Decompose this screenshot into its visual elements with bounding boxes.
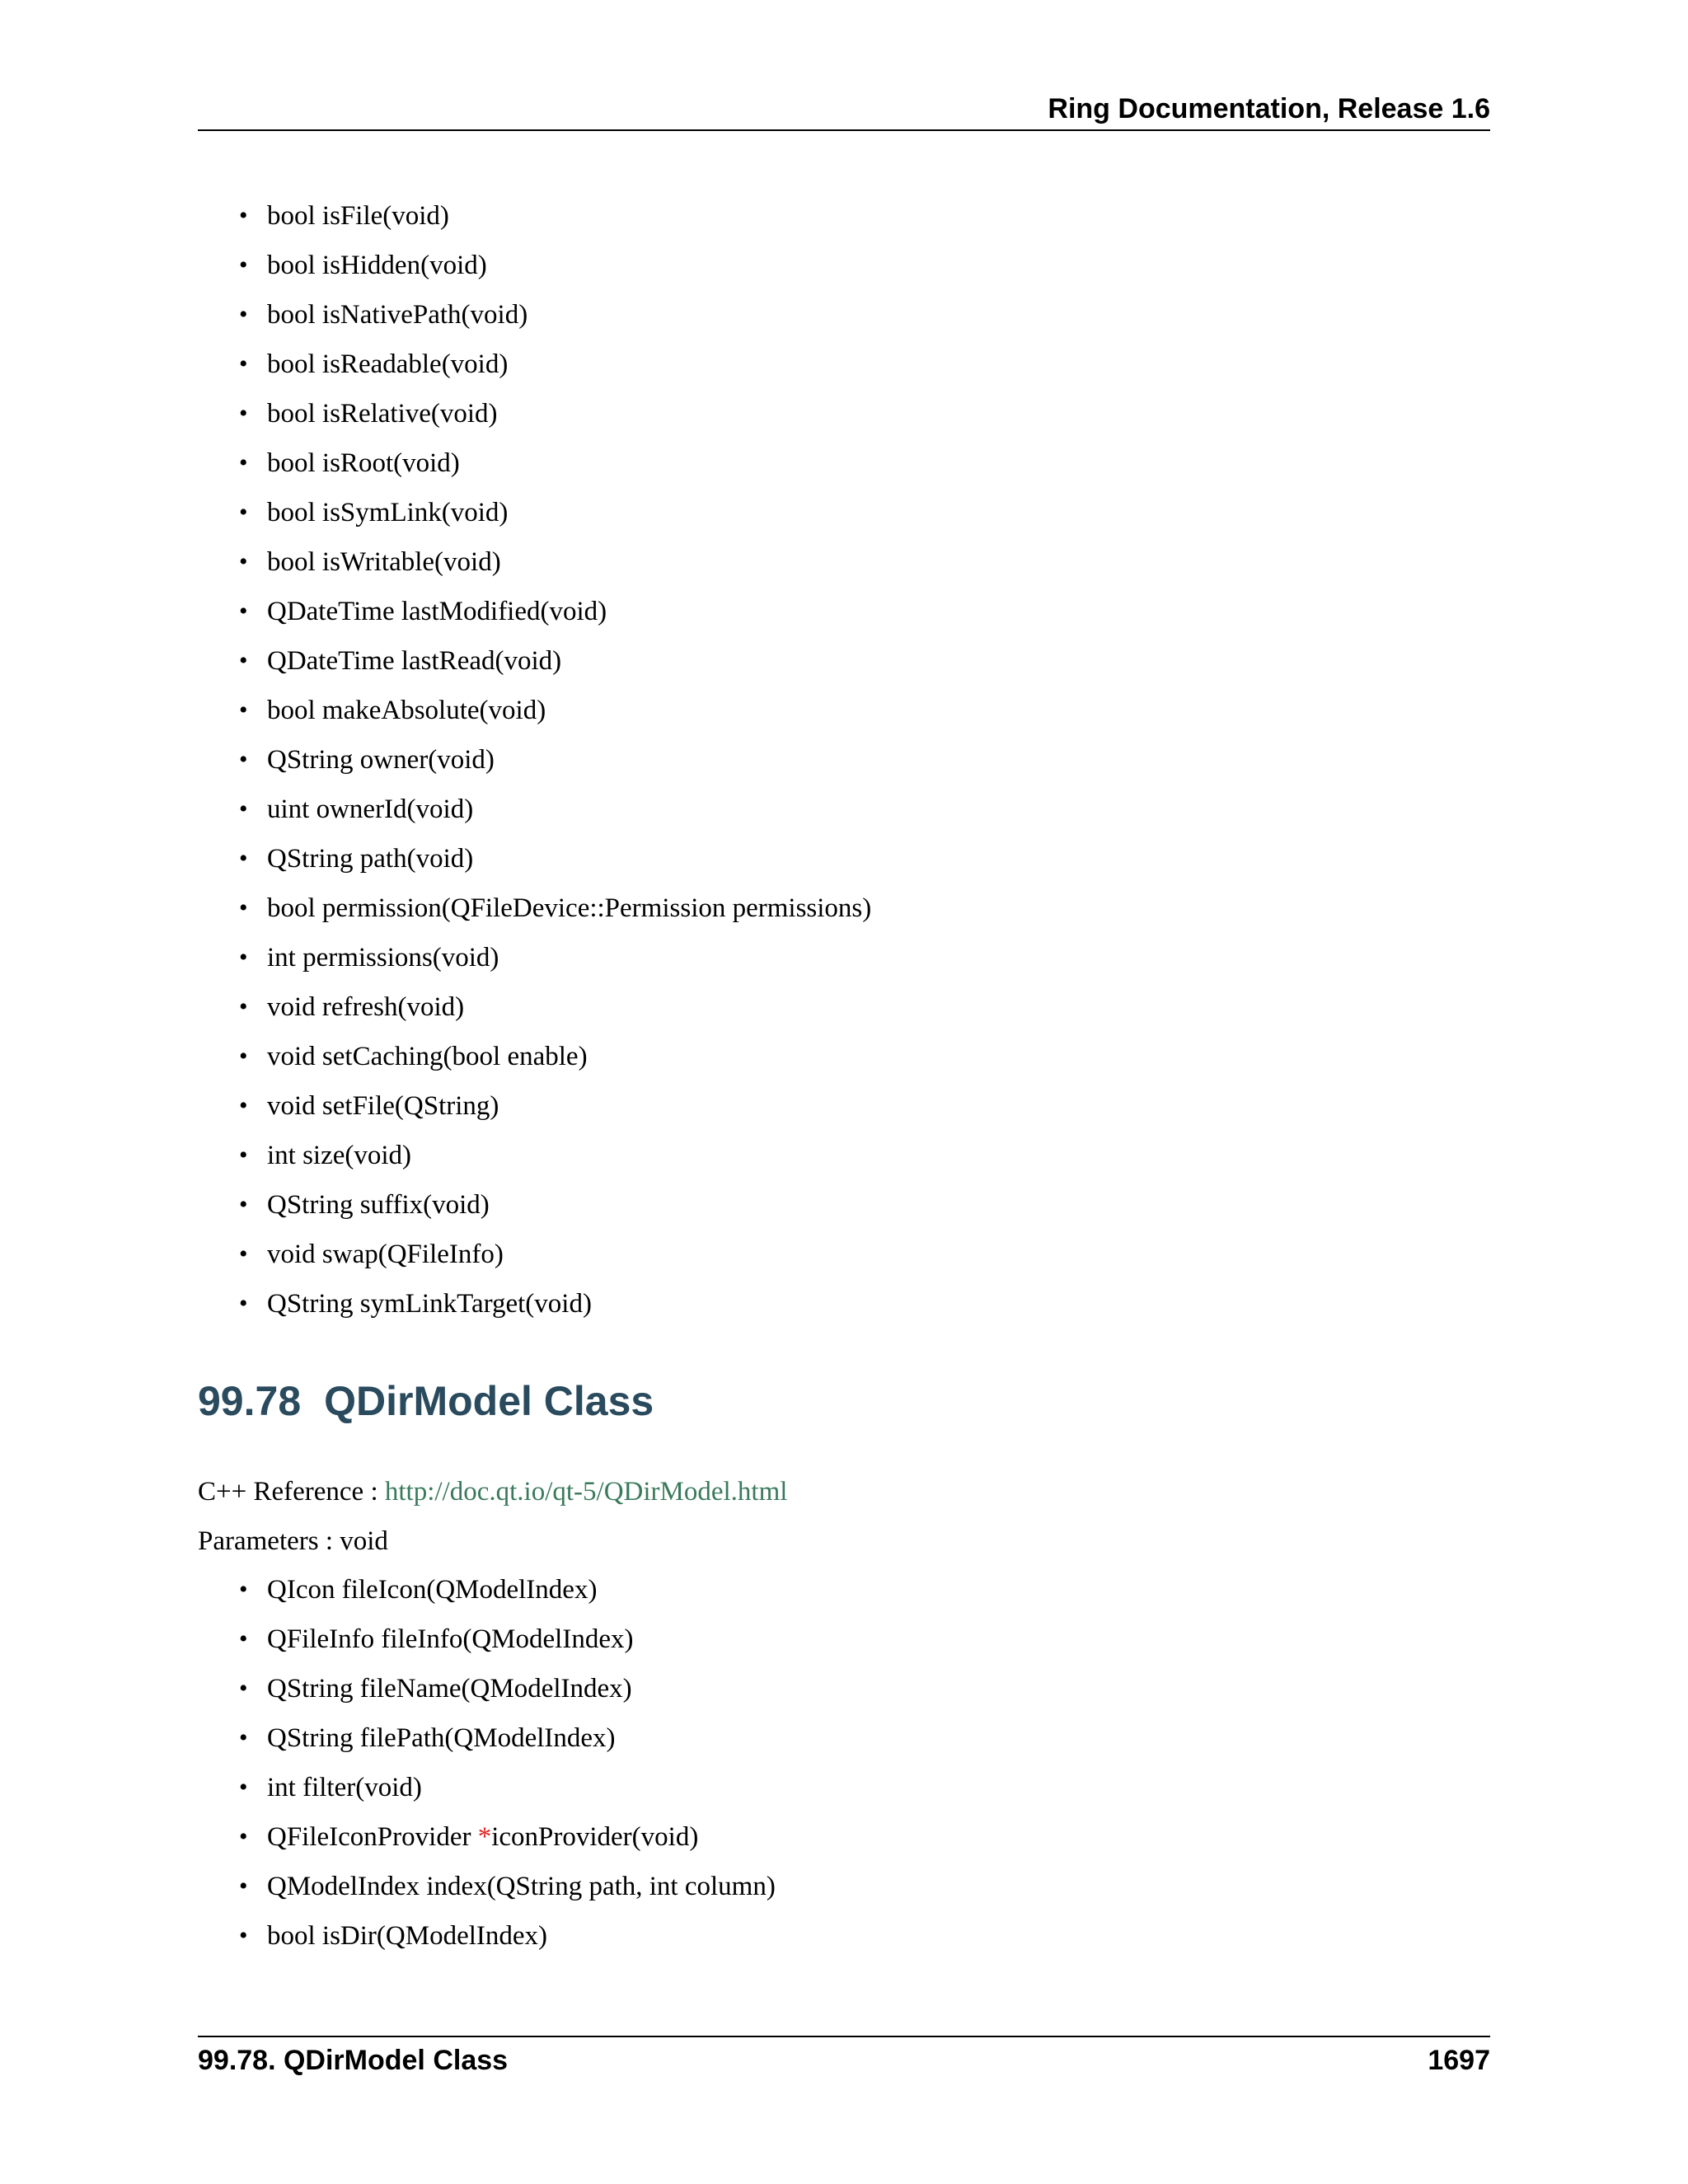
bullet-icon: •	[239, 1092, 248, 1119]
method-list-qfileinfo	[239, 191, 871, 1329]
bullet-icon: •	[239, 1724, 248, 1751]
list-item-text: void setCaching(bool enable)	[267, 1042, 588, 1071]
list-item-text: bool isFile(void)	[267, 201, 449, 231]
bullet-icon: •	[239, 400, 248, 427]
bullet-icon: •	[239, 647, 248, 674]
bullet-icon: •	[239, 894, 248, 921]
list-item-text-part: iconProvider(void)	[491, 1822, 699, 1852]
bullet-icon: •	[239, 202, 248, 229]
bullet-icon: •	[239, 1625, 248, 1652]
list-item	[239, 1230, 871, 1279]
list-item-text: bool makeAbsolute(void)	[267, 696, 546, 725]
bullet-icon: •	[239, 1922, 248, 1949]
section-heading	[198, 1376, 654, 1426]
list-item	[239, 537, 871, 587]
bullet-icon: •	[239, 993, 248, 1020]
list-item-text: bool isRoot(void)	[267, 448, 460, 478]
cpp-reference-line	[198, 1467, 787, 1516]
list-item-text: QString path(void)	[267, 844, 474, 874]
list-item	[239, 834, 871, 883]
list-item	[239, 1812, 776, 1862]
bullet-icon: •	[239, 499, 248, 526]
bullet-icon: •	[239, 944, 248, 971]
list-item	[239, 1180, 871, 1230]
list-item-text: QString filePath(QModelIndex)	[267, 1723, 616, 1753]
list-item	[239, 1713, 776, 1763]
bullet-icon: •	[239, 301, 248, 328]
list-item-text: QFileInfo fileInfo(QModelIndex)	[267, 1624, 634, 1654]
list-item	[239, 1763, 776, 1812]
bullet-icon: •	[239, 548, 248, 575]
page-number: 1697	[1428, 2045, 1490, 2076]
footer-divider	[198, 2036, 1490, 2037]
pointer-asterisk: *	[477, 1822, 492, 1852]
method-list-qdirmodel	[239, 1565, 776, 1961]
bullet-icon: •	[239, 598, 248, 625]
bullet-icon: •	[239, 1141, 248, 1169]
bullet-icon: •	[239, 1191, 248, 1218]
bullet-icon: •	[239, 1576, 248, 1603]
running-header-title: Ring Documentation, Release 1.6	[1048, 93, 1490, 124]
list-item	[239, 883, 871, 933]
list-item	[239, 389, 871, 438]
bullet-icon: •	[239, 746, 248, 773]
list-item	[239, 1664, 776, 1713]
reference-label: C++ Reference :	[198, 1477, 385, 1507]
bullet-icon: •	[239, 1240, 248, 1268]
list-item	[239, 488, 871, 537]
list-item	[239, 1279, 871, 1329]
list-item-text: bool isSymLink(void)	[267, 498, 509, 527]
bullet-icon: •	[239, 1675, 248, 1702]
list-item	[239, 191, 871, 241]
list-item-text: bool isDir(QModelIndex)	[267, 1921, 548, 1951]
list-item	[239, 1565, 776, 1615]
parameters-line: Parameters : void	[198, 1526, 388, 1556]
list-item	[239, 785, 871, 834]
list-item	[239, 438, 871, 488]
list-item	[239, 1032, 871, 1081]
list-item	[239, 587, 871, 636]
bullet-icon: •	[239, 1290, 248, 1317]
list-item-text: QString symLinkTarget(void)	[267, 1289, 592, 1319]
list-item-text: void refresh(void)	[267, 992, 465, 1022]
list-item-text: QModelIndex index(QString path, int column)	[267, 1872, 776, 1901]
list-item	[239, 241, 871, 290]
bullet-icon: •	[239, 1043, 248, 1070]
section-title: QDirModel Class	[324, 1378, 654, 1424]
list-item	[239, 933, 871, 982]
list-item	[239, 636, 871, 686]
list-item-text: bool isNativePath(void)	[267, 300, 528, 330]
bullet-icon: •	[239, 350, 248, 377]
list-item-text: void swap(QFileInfo)	[267, 1240, 504, 1269]
bullet-icon: •	[239, 251, 248, 279]
reference-link[interactable]: http://doc.qt.io/qt-5/QDirModel.html	[384, 1477, 788, 1507]
list-item	[239, 982, 871, 1032]
bullet-icon: •	[239, 1774, 248, 1801]
list-item-text: void setFile(QString)	[267, 1091, 499, 1121]
header-divider	[198, 129, 1490, 131]
list-item	[239, 1862, 776, 1911]
footer-section-title: 99.78. QDirModel Class	[198, 2045, 509, 2076]
bullet-icon: •	[239, 845, 248, 872]
list-item	[239, 735, 871, 785]
list-item-text: bool isWritable(void)	[267, 547, 501, 577]
list-item-text: QDateTime lastModified(void)	[267, 597, 607, 626]
bullet-icon: •	[239, 696, 248, 724]
list-item-text: bool isHidden(void)	[267, 251, 487, 280]
list-item	[239, 1911, 776, 1961]
list-item-text: bool permission(QFileDevice::Permission permissions)	[267, 893, 872, 923]
list-item-text: QString owner(void)	[267, 745, 495, 775]
list-item-text: int permissions(void)	[267, 943, 499, 972]
list-item-text: int filter(void)	[267, 1773, 422, 1802]
list-item-text: QDateTime lastRead(void)	[267, 646, 562, 676]
bullet-icon: •	[239, 795, 248, 823]
list-item	[239, 686, 871, 735]
list-item-text: uint ownerId(void)	[267, 794, 474, 824]
list-item-text: QIcon fileIcon(QModelIndex)	[267, 1575, 598, 1605]
list-item	[239, 290, 871, 340]
bullet-icon: •	[239, 1872, 248, 1900]
list-item-text: QString fileName(QModelIndex)	[267, 1674, 632, 1704]
list-item	[239, 340, 871, 389]
list-item-text-part: QFileIconProvider	[267, 1822, 478, 1852]
list-item-text: QString suffix(void)	[267, 1190, 490, 1220]
section-number: 99.78	[198, 1378, 302, 1424]
list-item-text: bool isRelative(void)	[267, 399, 498, 429]
list-item	[239, 1615, 776, 1664]
list-item-text: int size(void)	[267, 1141, 412, 1170]
list-item	[239, 1131, 871, 1180]
bullet-icon: •	[239, 449, 248, 476]
list-item-text: bool isReadable(void)	[267, 349, 509, 379]
bullet-icon: •	[239, 1823, 248, 1850]
list-item	[239, 1081, 871, 1131]
